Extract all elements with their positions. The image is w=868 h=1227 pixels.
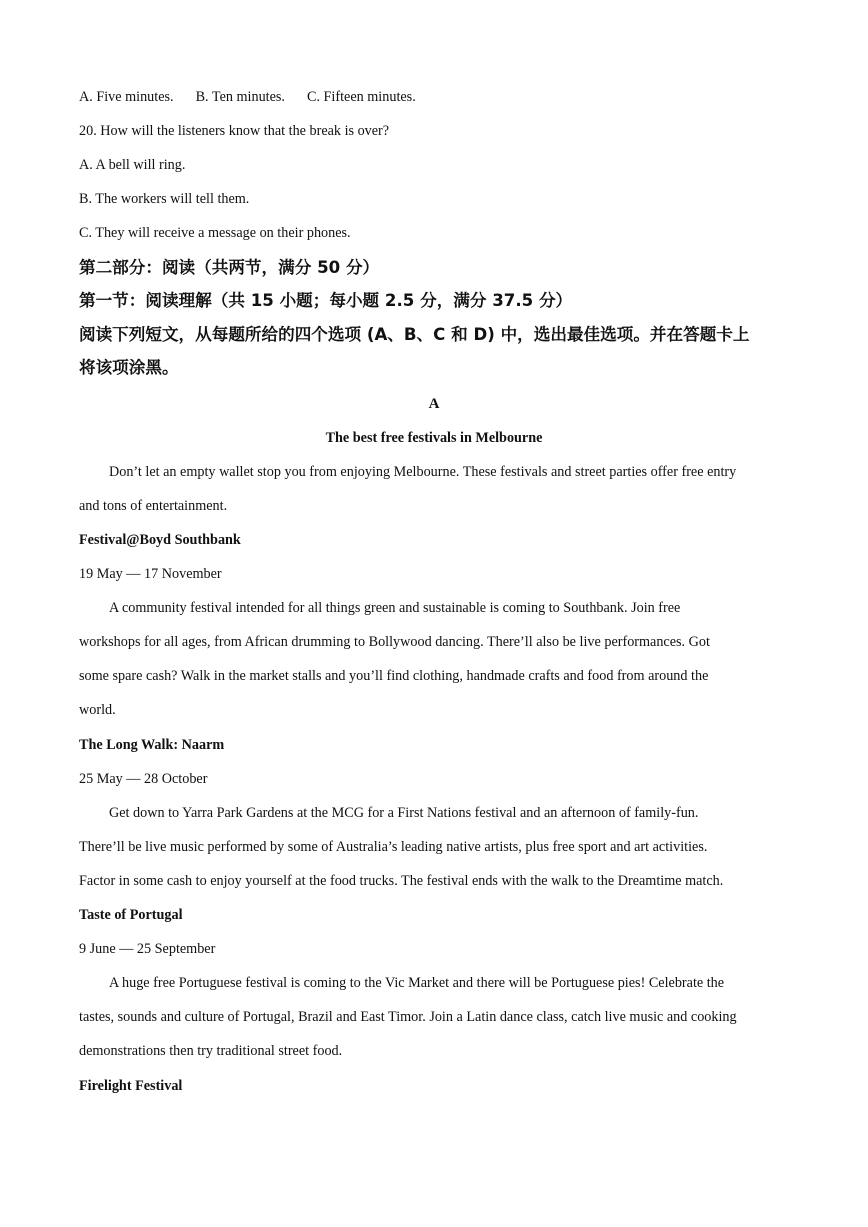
festival-dates: 19 May — 17 November: [79, 566, 222, 582]
part2-heading: 第二部分：阅读（共两节，满分 50 分）: [79, 258, 380, 277]
festival-name: Firelight Festival: [79, 1078, 183, 1094]
instruction-line-1: 阅读下列短文，从每题所给的四个选项 (A、B、C 和 D) 中，选出最佳选项。并在答题卡上: [79, 325, 750, 344]
festival-text-line: workshops for all ages, from African drumming to Bollywood dancing. There’ll also be live performances. Got: [79, 634, 710, 650]
festival-text-line: tastes, sounds and culture of Portugal, Brazil and East Timor. Join a Latin dance class, catch live music and cooking: [79, 1009, 737, 1025]
festival-text-line: Get down to Yarra Park Gardens at the MCG for a First Nations festival and an afternoon of family-fun.: [109, 805, 699, 821]
section1-heading: 第一节：阅读理解（共 15 小题；每小题 2.5 分，满分 37.5 分）: [79, 291, 573, 310]
passage-title: The best free festivals in Melbourne: [325, 430, 543, 446]
festival-dates: 9 June — 25 September: [79, 941, 216, 957]
q19-option-c: C. Fifteen minutes.: [306, 89, 416, 105]
intro-line-1: Don’t let an empty wallet stop you from enjoying Melbourne. These festivals and street parties offer free entry: [109, 464, 737, 480]
q20-option-b: B. The workers will tell them.: [79, 191, 250, 207]
passage-letter: A: [428, 396, 440, 412]
q20-option-c: C. They will receive a message on their phones.: [79, 225, 351, 241]
festival-name: Festival@Boyd Southbank: [79, 532, 241, 548]
festival-text-line: A community festival intended for all things green and sustainable is coming to Southbank. Join free: [109, 600, 681, 616]
festival-text-line: There’ll be live music performed by some of Australia’s leading native artists, plus free sport and art activities.: [79, 839, 708, 855]
q20-option-a: A. A bell will ring.: [79, 157, 186, 173]
festival-text-line: Factor in some cash to enjoy yourself at the food trucks. The festival ends with the walk to the Dreamtime match.: [79, 873, 724, 889]
festival-text-line: demonstrations then try traditional street food.: [79, 1043, 343, 1059]
q19-option-a: A. Five minutes.: [79, 89, 174, 105]
festival-dates: 25 May — 28 October: [79, 771, 208, 787]
festival-name: Taste of Portugal: [79, 907, 183, 923]
intro-line-2: and tons of entertainment.: [79, 498, 228, 514]
q19-option-b: B. Ten minutes.: [195, 89, 285, 105]
q20-question: 20. How will the listeners know that the break is over?: [79, 123, 390, 139]
festival-text-line: some spare cash? Walk in the market stalls and you’ll find clothing, handmade crafts and food from around the: [79, 668, 709, 684]
festival-text-line: A huge free Portuguese festival is coming to the Vic Market and there will be Portuguese pies! Celebrate the: [109, 975, 725, 991]
q19-options: [79, 87, 438, 107]
festival-text-line: world.: [79, 702, 116, 718]
festival-name: The Long Walk: Naarm: [79, 737, 225, 753]
instruction-line-2: 将该项涂黑。: [79, 358, 179, 377]
